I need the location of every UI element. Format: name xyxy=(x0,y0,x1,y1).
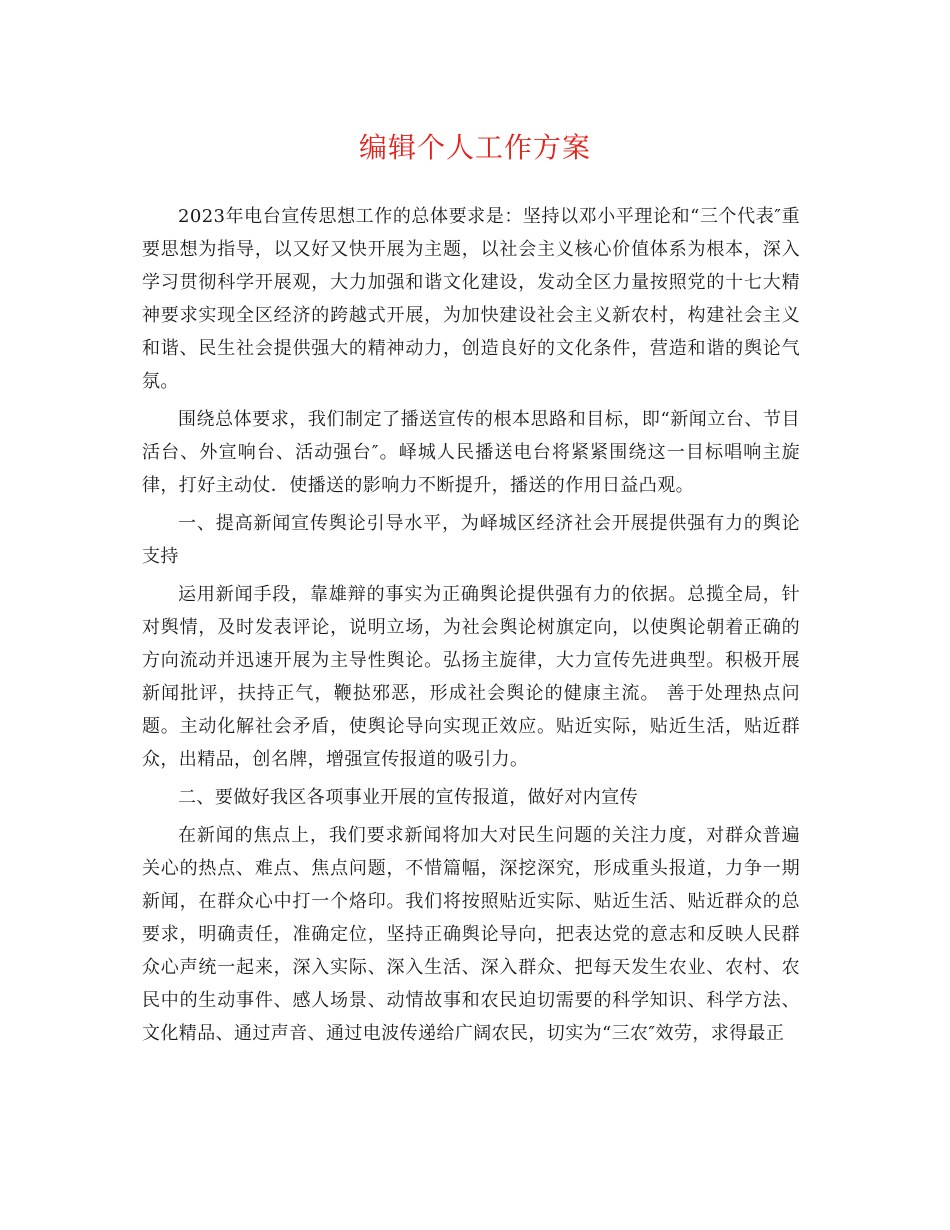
section-heading-2: 二、要做好我区各项事业开展的宣传报道，做好对内宣传 xyxy=(178,787,638,808)
paragraph-section-1: 运用新闻手段，靠雄辩的事实为正确舆论提供强有力的依据。总揽全局，针对舆情，及时发表评论，说明立场，为社会舆论树旗定向，以使舆论朝着正确的方向流动并迅速开展为主导性舆论。弘扬主旋律，大力宣传先进典型。积极开展新闻批评，扶持正气，鞭挞邪恶，形成社会舆论的健康主流。 善于处理热点问题。主动化解社会矛盾，使舆论导向实现正效应。贴近实际，贴近生活，贴近群众，出精品，创名牌，增强宣传报道的吸引力。 xyxy=(142,584,800,770)
paragraph-section-2: 在新闻的焦点上，我们要求新闻将加大对民生问题的关注力度，对群众普遍关心的热点、难点、焦点问题，不惜篇幅，深挖深究，形成重头报道，力争一期新闻，在群众心中打一个烙印。我们将按照贴近实际、贴近生活、贴近群众的总要求，明确责任，准确定位，坚持正确舆论导向，把表达党的意志和反映人民群众心声统一起来，深入实际、深入生活、深入群众、把每天发生农业、农村、农民中的生动事件、感人场景、动情故事和农民迫切需要的科学知识、科学方法、文化精品、通过声音、通过电波传递给广阔农民，切实为“三农″效劳，求得最正 xyxy=(142,825,800,1044)
document-body xyxy=(142,200,800,1055)
paragraph-goals: 围绕总体要求，我们制定了播送宣传的根本思路和目标，即“新闻立台、节目活台、外宣响台、活动强台″。峄城人民播送电台将紧紧围绕这一目标唱响主旋律，打好主动仗．使播送的影响力不断提升，播送的作用日益凸观。 xyxy=(142,409,800,496)
paragraph-intro: 2023年电台宣传思想工作的总体要求是：坚持以邓小平理论和“三个代表″重要思想为指导，以又好又快开展为主题，以社会主义核心价值体系为根本，深入学习贯彻科学开展观，大力加强和谐文化建设，发动全区力量按照党的十七大精神要求实现全区经济的跨越式开展，为加快建设社会主义新农村，构建社会主义和谐、民生社会提供强大的精神动力，创造良好的文化条件，营造和谐的舆论气氛。 xyxy=(142,206,800,392)
document-title: 编辑个人工作方案 xyxy=(358,131,591,164)
section-heading-1: 一、提高新闻宣传舆论引导水平，为峄城区经济社会开展提供强有力的舆论支持 xyxy=(142,513,800,567)
